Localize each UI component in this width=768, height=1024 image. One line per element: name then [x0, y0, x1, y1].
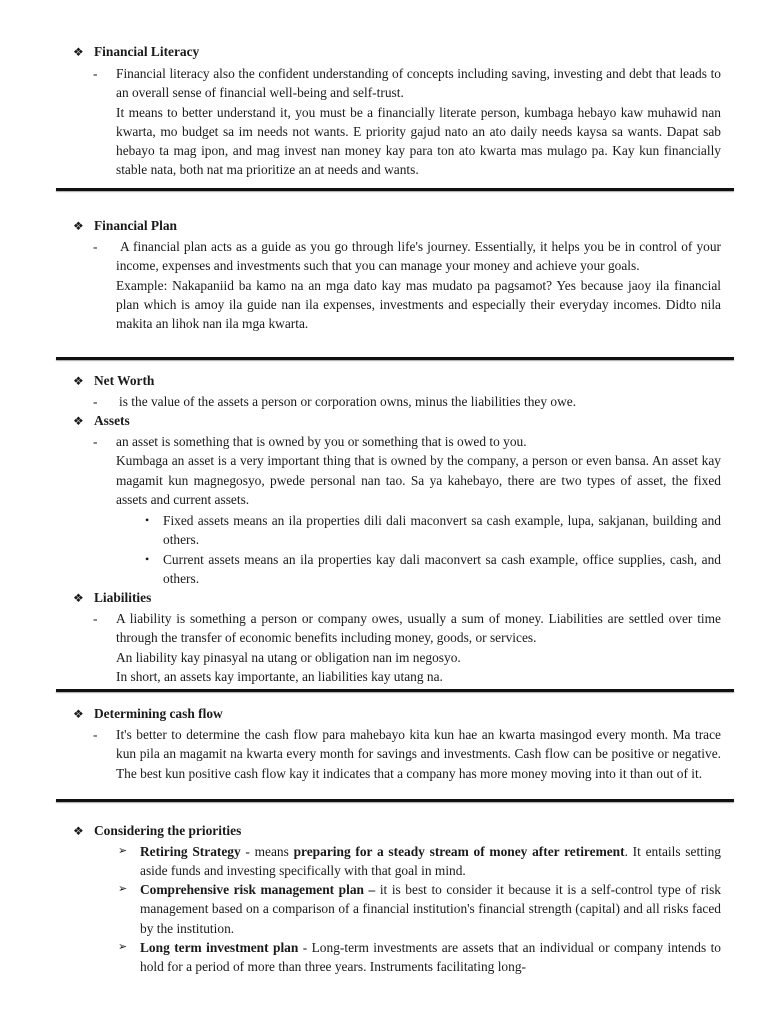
current-assets-item: Current assets means an ila properties kay dali maconvert sa cash example, office supplies, cash, and others. — [163, 552, 721, 587]
financial-literacy-body — [116, 64, 721, 180]
dash-marker: - — [93, 394, 98, 409]
paragraph: Example: Nakapaniid ba kamo na an mga dato kay mas mudato pa pagsamot? Yes because jaoy ila financial plan which is amoy ila guide nan ila expenses, investments and especially their everyday incomes. Didto nila makita an lihok nan ila mga kwarta. — [116, 277, 721, 332]
diamond-bullet-icon: ❖ — [73, 414, 84, 428]
paragraph: An liability kay pinasyal na utang or obligation nan im negosyo. — [116, 649, 461, 665]
diamond-bullet-icon: ❖ — [73, 374, 84, 388]
net-worth-body — [119, 392, 724, 411]
diamond-bullet-icon: ❖ — [73, 219, 84, 233]
heading-determining-cash-flow: ❖ Determining cash flow — [73, 706, 223, 721]
dash-marker: - — [93, 66, 98, 81]
paragraph: an asset is something that is owned by you or something that is owed to you. — [116, 434, 527, 449]
paragraph: Financial literacy also the confident understanding of concepts including saving, investing and debt that leads to an overall sense of financial well-being and self-trust. — [116, 66, 721, 101]
section-divider — [56, 188, 734, 191]
cash-flow-body — [116, 725, 721, 783]
arrow-bullet-icon: ➢ — [118, 941, 128, 953]
dash-marker: - — [93, 611, 98, 626]
dash-marker: - — [93, 727, 98, 742]
paragraph: is the value of the assets a person or corporation owns, minus the liabilities they owe. — [119, 394, 577, 409]
assets-body — [116, 432, 721, 509]
dash-marker: - — [93, 434, 98, 449]
diamond-bullet-icon: ❖ — [73, 591, 84, 605]
heading-net-worth: ❖ Net Worth — [73, 373, 155, 388]
arrow-bullet-icon: ➢ — [118, 883, 128, 895]
section-divider — [56, 689, 734, 692]
paragraph: It means to better understand it, you must be a financially literate person, kumbaga hebayo kaw muhawid nan kwarta, mo budget sa im needs not wants. E priority gajud nato an ato daily needs kaysa sa wants. Dapat sab hebayo ta mag ipon, and mag invest nan money kay para ton ato kwarta mas mulago pa. Kay kun financially stable nata, both nat ma prioritize an at needs and wants. — [116, 104, 721, 178]
financial-plan-body — [116, 237, 721, 333]
heading-liabilities: ❖ Liabilities — [73, 590, 152, 605]
arrow-bullet-icon: ➢ — [118, 845, 128, 857]
diamond-bullet-icon: ❖ — [73, 707, 84, 721]
paragraph: Kumbaga an asset is a very important thing that is owned by the company, a person or even bansa. An asset kay magamit kun magnegosyo, pwede personal nan tao. Sa ya kahebayo, there are two types of asset, the fixed assets and current assets. — [116, 453, 721, 507]
section-divider — [56, 799, 734, 802]
bullet-dot: • — [145, 552, 150, 566]
paragraph: A liability is something a person or company owes, usually a sum of money. Liabilities are settled over time through the transfer of economic benefits including money, goods, or services. — [116, 611, 721, 646]
liabilities-body — [116, 609, 721, 686]
heading-assets: ❖ Assets — [73, 413, 130, 428]
diamond-bullet-icon: ❖ — [73, 45, 84, 59]
risk-management-item: Comprehensive risk management plan – it is best to consider it because it is a self-control type of risk management based on a comparison of a financial institution's financial strength (capital) and all risks faced by the institution. — [140, 882, 722, 936]
paragraph: It's better to determine the cash flow para mahebayo kita kun hae an kwarta masingod every month. Ma trace kun pila an magamit na kwarta every month for savings and investments. Cash flow can be positive or negative. The best kun positive cash flow kay it indicates that a company has more money moving into it than out of it. — [116, 727, 721, 781]
heading-financial-literacy: ❖ Financial Literacy — [73, 44, 200, 59]
paragraph: In short, an assets kay importante, an liabilities kay utang na. — [116, 668, 443, 684]
paragraph: A financial plan acts as a guide as you go through life's journey. Essentially, it helps you be in control of your income, expenses and investments such that you can manage your money and achieve your goals. — [116, 239, 721, 274]
long-term-investment-item: Long term investment plan - Long-term investments are assets that an individual or company intends to hold for a period of more than three years. Instruments facilitating long- — [140, 940, 721, 975]
heading-financial-plan: ❖ Financial Plan — [73, 218, 177, 233]
fixed-assets-item: Fixed assets means an ila properties dili dali maconvert sa cash example, lupa, sakjanan, building and others. — [163, 513, 721, 548]
heading-considering-priorities: ❖ Considering the priorities — [73, 823, 242, 838]
section-divider — [56, 357, 734, 360]
retiring-strategy-item: Retiring Strategy - means preparing for a steady stream of money after retirement. It entails setting aside funds and investing specifically with that goal in mind. — [140, 844, 721, 879]
bullet-dot: • — [145, 513, 150, 527]
diamond-bullet-icon: ❖ — [73, 824, 84, 838]
dash-marker: - — [93, 239, 98, 254]
